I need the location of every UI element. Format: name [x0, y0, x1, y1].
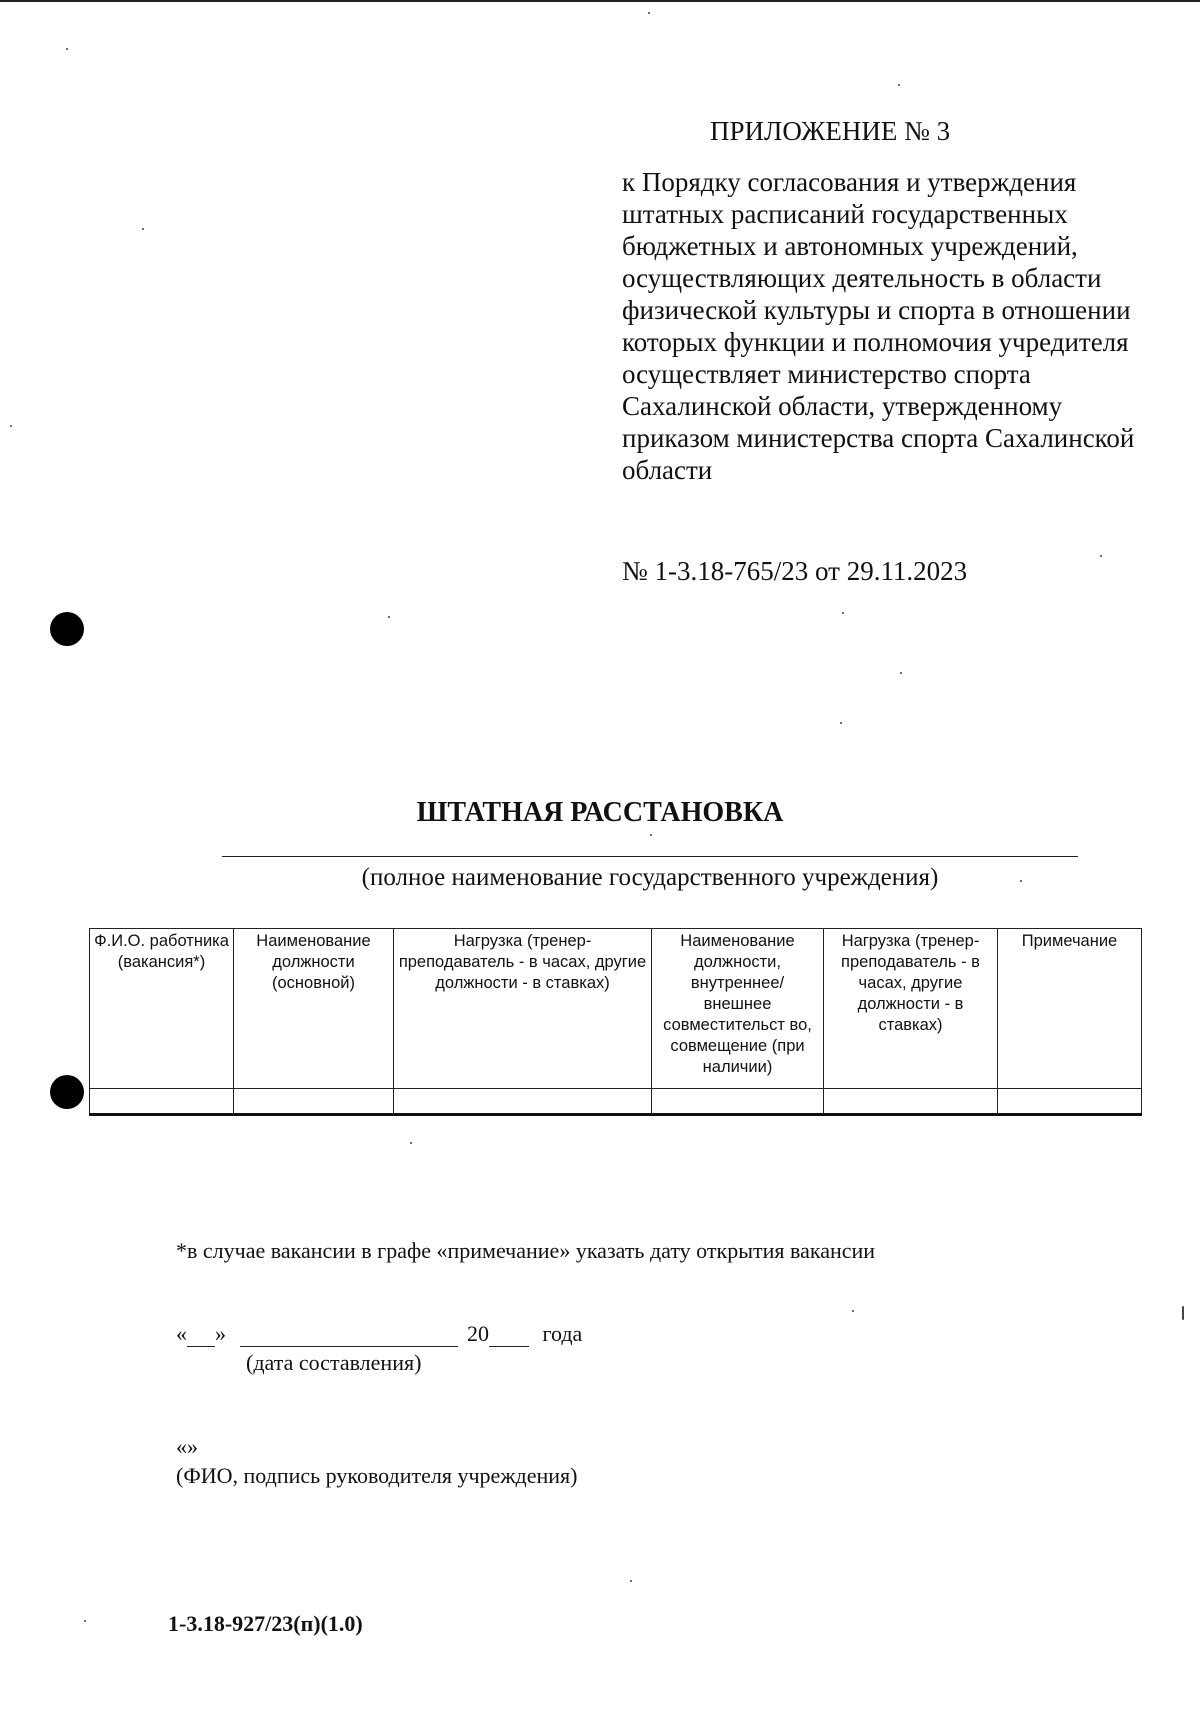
year-prefix: 20: [467, 1321, 489, 1346]
scan-speck: [84, 1620, 86, 1622]
scan-speck: [388, 616, 390, 618]
scan-speck: [842, 612, 844, 614]
column-header-secondary-position: Наименование должности, внутреннее/ внешнее совместительст во, совмещение (при наличии): [652, 929, 824, 1089]
scan-speck: [66, 48, 68, 50]
day-blank: [187, 1324, 215, 1347]
appendix-number: № 1-3.18-765/23 от 29.11.2023: [622, 556, 968, 586]
year-suffix: года: [542, 1321, 583, 1346]
year-blank: [489, 1324, 529, 1347]
scan-speck: [900, 672, 902, 674]
document-title: ШТАТНАЯ РАССТАНОВКА: [416, 797, 784, 828]
column-header-name: Ф.И.О. работника (вакансия*): [90, 929, 234, 1089]
table-cell: [90, 1089, 234, 1115]
scan-speck: [630, 1580, 632, 1582]
signature-open-quote: «: [176, 1434, 187, 1459]
table-cell: [394, 1089, 652, 1115]
month-blank: [240, 1324, 458, 1347]
date-close-quote: »: [215, 1321, 226, 1346]
staff-table: [89, 928, 1142, 1116]
signature-caption: (ФИО, подпись руководителя учреждения): [176, 1463, 578, 1488]
scan-speck: [650, 834, 652, 836]
table-cell: [998, 1089, 1142, 1115]
table-cell: [234, 1089, 394, 1115]
punch-hole-top: [50, 612, 84, 646]
scan-speck: [142, 228, 144, 230]
scan-speck: [410, 1142, 412, 1144]
scan-speck: [1020, 880, 1022, 882]
scan-speck: [10, 425, 12, 427]
document-code: 1-3.18-927/23(п)(1.0): [168, 1611, 363, 1636]
signature-row: [176, 1434, 198, 1460]
appendix-text: к Порядку согласования и утверждения штатных расписаний государственных бюджетных и автономных учреждений, осуществляющих деятельность в области физической культуры и спорта в отношении которых функции и полномочия учредителя осуществляет министерство спорта Сахалинской области, утвержденному приказом министерства спорта Сахалинской области: [622, 167, 1135, 485]
organization-name-caption: (полное наименование государственного учреждения): [361, 864, 939, 891]
table-row: [90, 1089, 1142, 1115]
vacancy-footnote: *в случае вакансии в графе «примечание» указать дату открытия вакансии: [176, 1238, 876, 1263]
table-cell: [824, 1089, 998, 1115]
table-header-row: [90, 929, 1142, 1089]
column-header-load: Нагрузка (тренер-преподаватель - в часах, другие должности - в ставках): [394, 929, 652, 1089]
date-caption: (дата составления): [246, 1350, 422, 1375]
scan-speck: [648, 12, 650, 14]
scan-speck: [852, 1310, 854, 1312]
scan-speck: [898, 84, 900, 86]
column-header-secondary-load: Нагрузка (тренер-преподаватель - в часах, другие должности - в ставках): [824, 929, 998, 1089]
scan-speck: [1100, 555, 1102, 557]
signature-close-quote: »: [187, 1434, 198, 1459]
column-header-note: Примечание: [998, 929, 1142, 1089]
date-open-quote: «: [176, 1321, 187, 1346]
table-cell: [652, 1089, 824, 1115]
appendix-title: ПРИЛОЖЕНИЕ № 3: [710, 116, 951, 146]
punch-hole-bottom: [50, 1075, 84, 1109]
column-header-position: Наименование должности (основной): [234, 929, 394, 1089]
date-row: [176, 1321, 582, 1347]
scan-speck: [1182, 1306, 1184, 1320]
scan-top-edge: [0, 0, 1200, 2]
organization-name-line: [222, 856, 1078, 857]
scan-speck: [840, 722, 842, 724]
